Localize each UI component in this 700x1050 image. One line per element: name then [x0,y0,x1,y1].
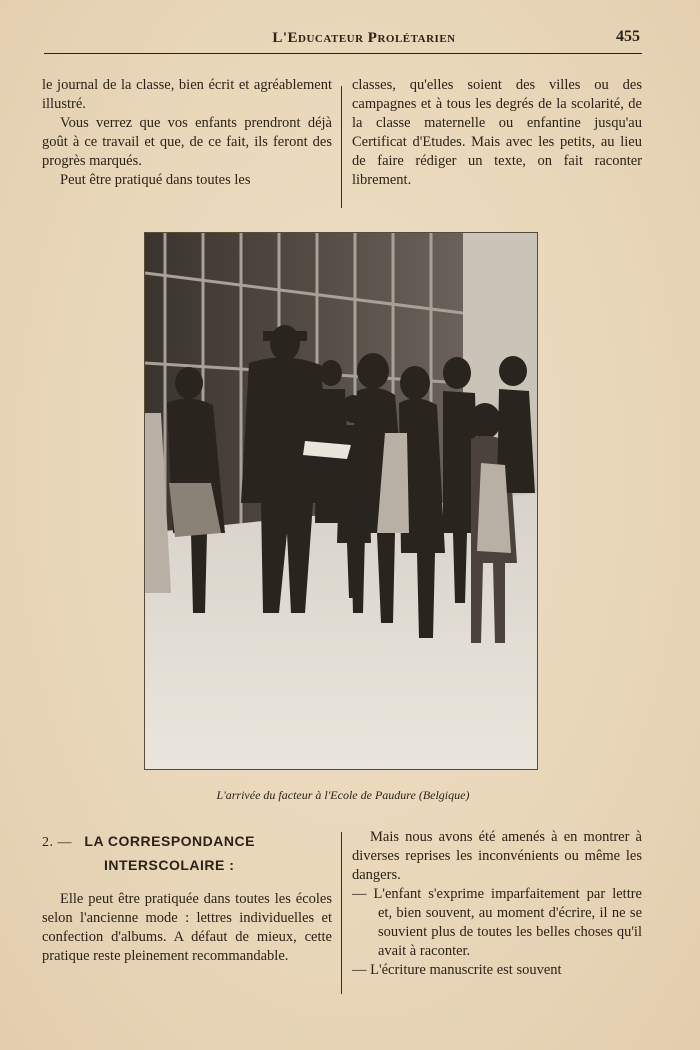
page-number: 455 [616,28,640,45]
paragraph: Peut être pratiqué dans toutes les [60,172,251,188]
section-number: 2. — [42,835,72,850]
page-header [44,28,642,54]
list-item: — L'écriture manuscrite est souvent [352,962,562,978]
top-left-column [42,76,332,190]
section-title-line2: INTERSCOLAIRE : [104,857,235,873]
section-heading [42,830,332,854]
photo-caption: L'arrivée du facteur à l'Ecole de Paudure (Belgique) [216,788,470,802]
list-item: — L'enfant s'exprime imparfaitement par lettre et, bien souvent, au moment d'écrire, il ne se souvient plus de toutes les belles choses qu'il avait à raconter. [352,886,642,959]
column-divider [341,86,342,208]
photo-illustration [145,233,538,770]
paragraph: le journal de la classe, bien écrit et agréablement illustré. [42,77,332,112]
paragraph: Elle peut être pratiquée dans toutes les écoles selon l'ancienne mode : lettres individuelles et confection d'albums. A défaut de mieux, cette pratique reste pleinement recommandable. [42,891,332,964]
bottom-left-column [42,830,332,966]
paragraph: Vous verrez que vos enfants prendront déjà goût à ce travail et que, de ce fait, ils feront des progrès marqués. [42,115,332,169]
column-divider [341,832,342,994]
paragraph: classes, qu'elles soient des villes ou des campagnes et à tous les degrés de la scolarité, de la classe maternelle ou enfantine jusqu'au Certificat d'Etudes. Mais avec les petits, au lieu de faire rédiger un texte, on fait raconter librement. [352,77,642,188]
bottom-right-column [352,828,642,980]
section-title-line1: LA CORRESPONDANCE [84,833,255,849]
top-right-column [352,76,642,190]
journal-title: L'Educateur Prolétarien [272,30,456,46]
paragraph: Mais nous avons été amenés à en montrer à diverses reprises les inconvénients ou même les dangers. [352,829,642,883]
section-heading-line2 [42,854,332,876]
photograph [144,232,538,770]
